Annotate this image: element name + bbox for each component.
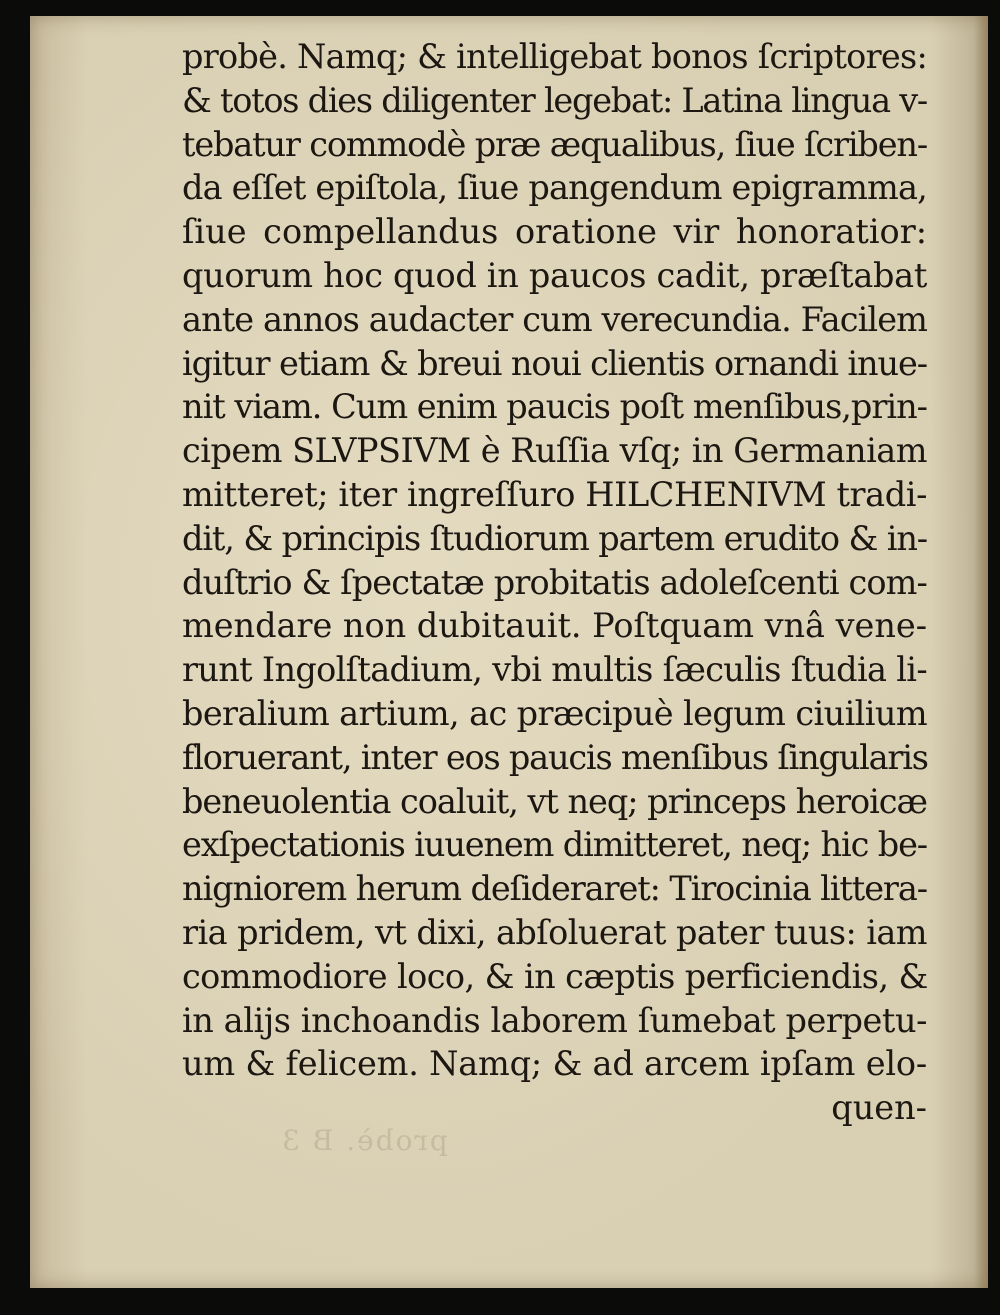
text-line: mitteret; iter ingreſſuro HILCHENIVM tradi-	[182, 474, 927, 514]
text-line: nigniorem herum deſideraret: Tirocinia littera-	[182, 869, 927, 909]
text-line: exſpectationis iuuenem dimitteret, neq; hic be-	[182, 825, 927, 865]
show-through-text: probè. B 3	[280, 1124, 448, 1157]
text-line: ſiue compellandus oratione vir honoratior:	[182, 212, 927, 252]
text-line: runt Ingolſtadium, vbi multis ſæculis ſtudia li-	[182, 650, 927, 690]
text-line: ante annos audacter cum verecundia. Facilem	[182, 299, 927, 339]
text-line: cipem SLVPSIVM è Ruſſia vſq; in Germaniam	[182, 431, 927, 471]
text-line: in alijs inchoandis laborem ſumebat perpetu-	[182, 1000, 927, 1040]
text-line: igitur etiam & breui noui clientis ornandi inue-	[182, 343, 927, 383]
text-line: probè. Namq; & intelligebat bonos ſcriptores:	[182, 37, 927, 76]
text-line: tebatur commodè præ æqualibus, ſiue ſcriben-	[182, 124, 927, 164]
text-line: beralium artium, ac præcipuè legum ciuilium	[182, 693, 927, 733]
text-line: beneuolentia coaluit, vt neq; princeps heroicæ	[182, 781, 927, 821]
text-line: um & felicem. Namq; & ad arcem ipſam elo-	[182, 1044, 927, 1084]
text-line: nit viam. Cum enim paucis poſt menſibus,prin-	[182, 387, 927, 427]
text-line: & totos dies diligenter legebat: Latina lingua v-	[182, 80, 927, 120]
text-line: duſtrio & ſpectatæ probitatis adoleſcenti com-	[182, 562, 927, 602]
text-line: ria pridem, vt dixi, abſoluerat pater tuus: iam	[182, 912, 927, 952]
latin-text-block	[182, 35, 927, 1130]
text-line: dit, & principis ſtudiorum partem erudito & in-	[182, 518, 927, 558]
page-edge-shadow	[974, 16, 988, 1288]
catchword: quen-	[831, 1088, 927, 1128]
text-line: quorum hoc quod in paucos cadit, præſtabat	[182, 255, 927, 295]
text-line: floruerant, inter eos paucis menſibus ſingularis	[182, 737, 928, 777]
text-line: da eſſet epiſtola, ſiue pangendum epigramma,	[182, 168, 927, 208]
text-line: commodiore loco, & in cæptis perficiendis, &	[182, 956, 928, 996]
text-line: mendare non dubitauit. Poſtquam vnâ vene-	[182, 606, 927, 646]
